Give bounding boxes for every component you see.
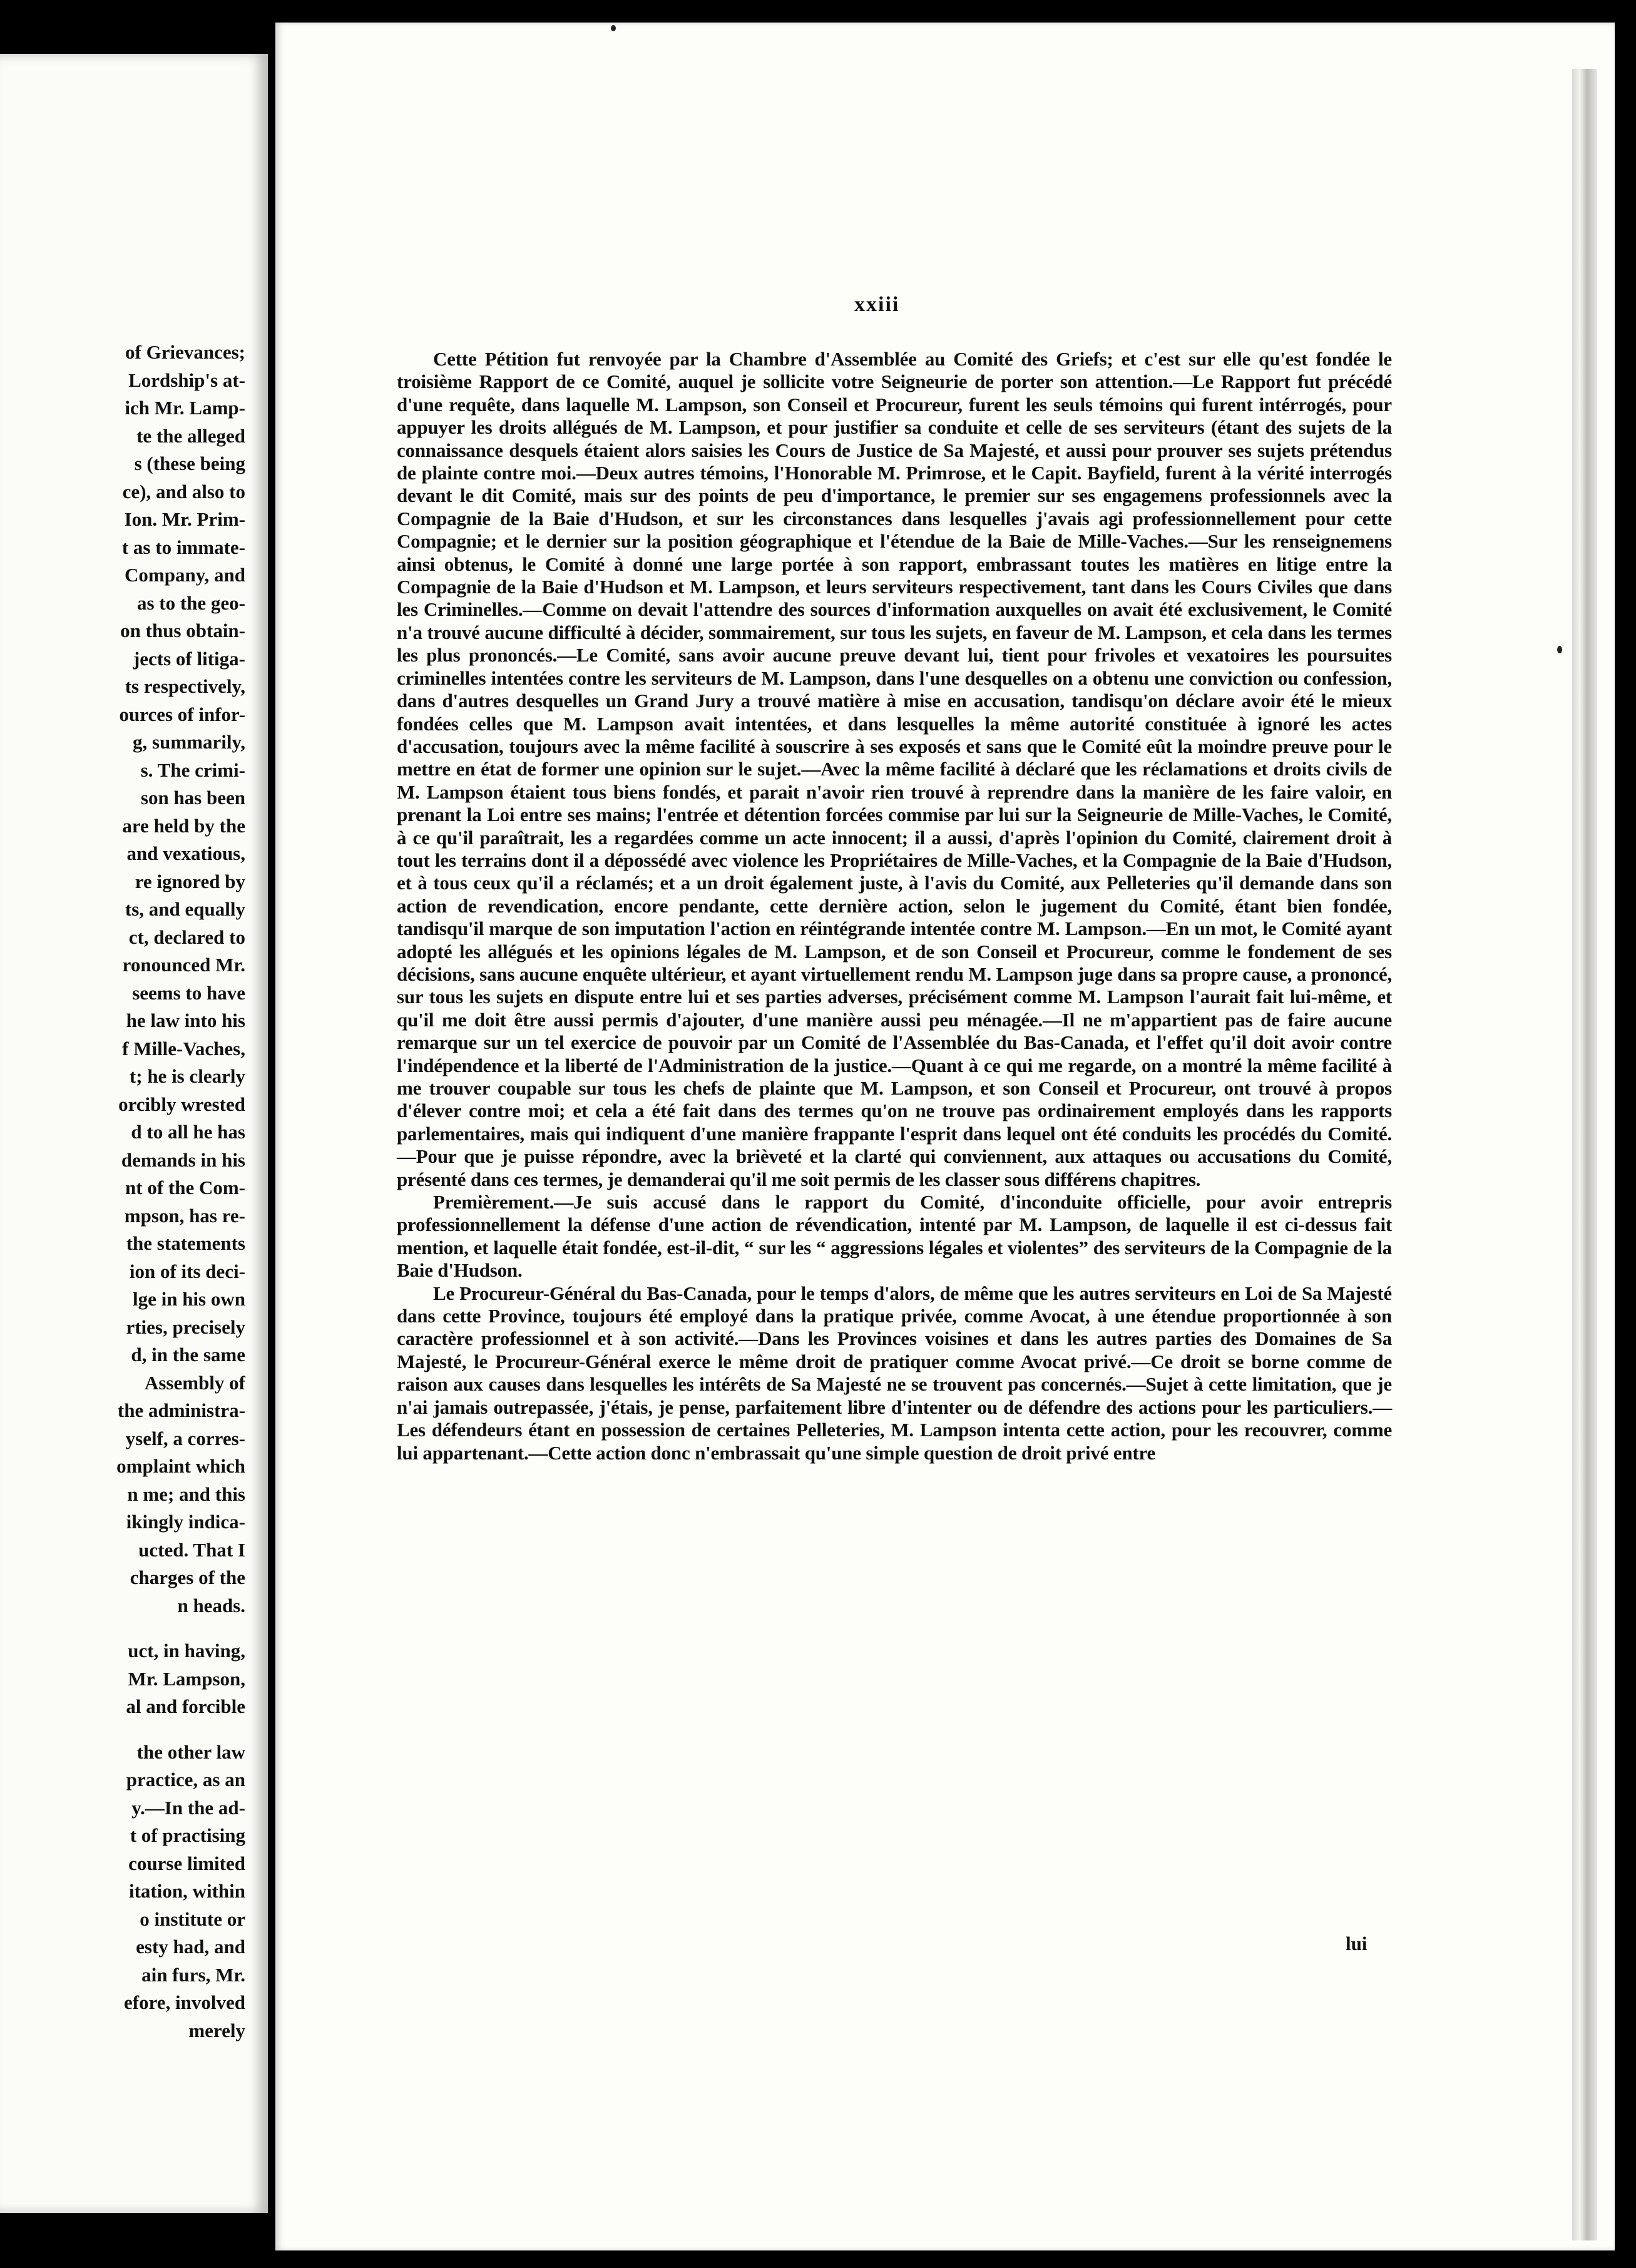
- left-page-line: ain furs, Mr.: [141, 1963, 245, 1986]
- left-page-line: t of practising: [130, 1824, 245, 1846]
- left-page-line: Lordship's at-: [128, 369, 245, 391]
- left-page-line: nt of the Com-: [125, 1177, 245, 1198]
- left-page-line: f Mille-Vaches,: [122, 1037, 245, 1060]
- left-page-line: on thus obtain-: [120, 620, 245, 641]
- left-page-line: ts respectively,: [125, 675, 245, 697]
- left-page-line: and vexatious,: [126, 842, 245, 864]
- left-page-line: g, summarily,: [133, 731, 245, 753]
- left-page-line: itation, within: [128, 1880, 245, 1902]
- left-page-line: merely: [188, 2019, 245, 2041]
- left-page-line: jects of litiga-: [133, 647, 245, 670]
- left-page-line: esty had, and: [136, 1936, 245, 1958]
- left-page-line: [0, 1620, 245, 1637]
- left-page-line: d to all he has: [131, 1121, 245, 1143]
- left-page-line: seems to have: [132, 981, 245, 1004]
- paragraph: Le Procureur-Général du Bas-Canada, pour le temps d'alors, de même que les autres serviteurs en Loi de Sa Majesté dans cette Province, toujours été employé dans la pratique privée, comme Avocat, à une étendue proportionnée à son caractère professionnel et à son activité.—Dans les Provinces voisines et dans les autres parties des Domaines de Sa Majesté, le Procureur-Général exerce le même droit de pratiquer comme Avocat privé.—Ce droit se borne comme de raison aux causes dans lesquelles les intérêts de Sa Majesté ne se trouvent pas concernés.—Sujet à cette limitation, que je n'ai jamais outrepassée, j'étais, je pense, parfaitement libre d'intenter ou de défendre des actions pour les particuliers.—Les défendeurs étant en possession de certaines Pelleteries, M. Lampson intenta cette action, pour les recouvrer, comme lui appartenant.—Cette action donc n'embrassait qu'une simple question de droit privé entre: [397, 1282, 1392, 1464]
- left-page-line: ce), and also to: [122, 480, 245, 503]
- left-page-line: n me; and this: [127, 1483, 245, 1505]
- left-page-line: re ignored by: [135, 870, 245, 892]
- left-page-line: s (these being: [134, 452, 245, 474]
- left-page-line: o institute or: [140, 1908, 245, 1930]
- left-page-line: omplaint which: [116, 1455, 245, 1477]
- left-page-line: [0, 1721, 245, 1739]
- left-page-line: ucted. That I: [138, 1538, 245, 1561]
- left-page-line: orcibly wrested: [118, 1093, 245, 1115]
- ink-spot: [611, 25, 616, 31]
- left-page-line: as to the geo-: [136, 591, 245, 614]
- left-page-line: ronounced Mr.: [122, 954, 245, 976]
- left-page-line: course limited: [128, 1852, 245, 1874]
- page-edge: [1572, 69, 1597, 2240]
- left-page-line: efore, involved: [123, 1991, 245, 2013]
- left-page-line: lge in his own: [132, 1288, 245, 1310]
- left-page: [0, 54, 268, 2213]
- left-page-line: the statements: [126, 1232, 245, 1254]
- left-page-line: Assembly of: [144, 1371, 245, 1394]
- paragraph: Premièrement.—Je suis accusé dans le rapport du Comité, d'inconduite officielle, pour avoir entrepris professionnellement la défense d'une action de révendication, intenté par M. Lampson, de laquelle il est ci-dessus fait mention, et laquelle était fondée, est-il-dit, “ sur les “ aggressions légales et violentes” des serviteurs de la Compagnie de la Baie d'Hudson.: [397, 1191, 1392, 1282]
- left-page-line: t as to immate-: [121, 536, 245, 558]
- left-page-line: al and forcible: [126, 1695, 245, 1717]
- left-page-line: s. The crimi-: [140, 759, 245, 781]
- left-page-line: ikingly indica-: [126, 1511, 245, 1533]
- left-page-line: n heads.: [177, 1594, 245, 1617]
- left-page-line: the administra-: [117, 1399, 245, 1421]
- left-page-line: y.—In the ad-: [131, 1796, 245, 1819]
- left-page-line: he law into his: [126, 1009, 245, 1031]
- left-page-line: charges of the: [130, 1566, 245, 1588]
- left-page-line: demands in his: [121, 1148, 245, 1171]
- paragraph: Cette Pétition fut renvoyée par la Chambre d'Assemblée au Comité des Griefs; et c'est sur elle qu'est fondée le troisième Rapport de ce Comité, auquel je sollicite votre Seigneurie de porter son attention.—Le Rapport fut précédé d'une requête, dans laquelle M. Lampson, son Conseil et Procureur, furent les seuls témoins qui furent intérrogés, pour appuyer les droits allégués de M. Lampson, et pour justifier sa conduite et celle de ses serviteurs (étant des sujets de la connaissance desquels étaient alors saisies les Cours de Justice de Sa Majesté, et aussi pour prouver ses sujets prétendus de plainte contre moi.—Deux autres témoins, l'Honorable M. Primrose, et le Capit. Bayfield, furent à la vérité interrogés devant le dit Comité, mais sur des points de peu d'importance, le premier sur ses engagemens professionnels avec la Compagnie de la Baie d'Hudson, et sur les circonstances dans lesquelles j'avais agi professionnellement pour cette Compagnie; et le dernier sur la position géographique et l'étendue de la Baie de Mille-Vaches.—Sur les renseignemens ainsi obtenus, le Comité à donné une large portée à son rapport, embrassant toutes les matières en litige entre la Compagnie de la Baie d'Hudson et M. Lampson, et leurs serviteurs respectivement, tant dans les Cours Civiles que dans les Criminelles.—Comme on devait l'attendre des sources d'information auxquelles on avait été exclusivement, le Comité n'a trouvé aucune difficulté à décider, sommairement, sur tous les sujets, en faveur de M. Lampson, et cela dans les termes les plus prononcés.—Le Comité, sans avoir aucune preuve devant lui, tient pour frivoles et vexatoires les poursuites criminelles intentées contre les serviteurs de M. Lampson, dans l'une desquelles on a obtenu une conviction ou confession, dans d'autres desquelles un Grand Jury a trouvé matière à mise en accusation, tandisqu'on déclare avoir été le mieux fondées celles que M. Lampson avait intentées, et dans lesquelles la même autorité constituée à ignoré les actes d'accusation, toujours avec la même facilité à souscrire à ses exposés et sans que le Comité eût la moindre preuve pour le mettre en état de former une opinion sur le sujet.—Avec la même facilité à déclaré que les réclamations et droits civils de M. Lampson étaient tous biens fondés, et parait n'avoir rien trouvé à reprendre dans la manière de les faire valoir, en prenant la Loi entre ses mains; l'entrée et détention forcées commise par lui sur la Seigneurie de Mille-Vaches, le Comité, à ce qu'il paraîtrait, les a regardées comme un acte innocent; il a aussi, d'après l'opinion du Comité, clairement droit à tout les terrains dont il a dépossédé avec violence les Propriétaires de Mille-Vaches, et la Compagnie de la Baie d'Hudson, et à tous ceux qu'il a réclamés; et a un droit également juste, à l'avis du Comité, aux Pelleteries qu'il demande dans son action de revendication, encore pendante, cette dernière action, selon le jugement du Comité, étant bien fondée, tandisqu'il marque de son imputation l'action en réintégrande intentée contre M. Lampson.—En un mot, le Comité ayant adopté les allégués et les opinions légales de M. Lampson, et de son Conseil et Procureur, comme le fondement de ses décisions, sans aucune enquête ultérieur, et ayant virtuellement rendu M. Lampson juge dans sa propre cause, a prononcé, sur tous les sujets en dispute entre lui et ses parties adverses, précisément comme M. Lampson l'aurait fait lui-même, et qu'il me doit être aussi permis d'ajouter, d'une manière aussi peu ménagée.—Il ne m'appartient pas de faire aucune remarque sur un tel exercice de pouvoir par un Comité de l'Assemblée du Bas-Canada, et l'effet qu'il doit avoir contre l'indépendence et la liberté de l'Administration de la justice.—Quant à ce qui me regarde, on a montré la même facilité à me trouver coupable sur tous les chefs de plainte que M. Lampson, et son Conseil et Procureur, ont trouvé à propos d'élever contre moi; et cela a été fait dans des termes qu'on ne trouve pas ordinairement employés dans les rapports parlementaires, mais qui indiquent d'une manière frappante l'esprit dans lequel ont été conduits les procédés du Comité.—Pour que je puisse répondre, avec la brièveté et la clarté qui conviennent, aux attaques ou accusations du Comité, présenté dans ces termes, je demanderai qu'il me soit permis de les classer sous différens chapitres.: [397, 348, 1392, 1190]
- left-page-line: ich Mr. Lamp-: [125, 397, 245, 419]
- catchword: lui: [1346, 1933, 1368, 1954]
- left-page-line: Mr. Lampson,: [128, 1667, 245, 1690]
- left-page-line: are held by the: [122, 814, 245, 837]
- left-page-line: of Grievances;: [125, 341, 245, 363]
- left-page-line: te the alleged: [136, 424, 245, 447]
- main-text: [397, 348, 1392, 1464]
- left-page-line: d, in the same: [131, 1344, 245, 1366]
- left-page-line: practice, as an: [126, 1769, 245, 1790]
- left-page-text: [0, 339, 245, 2045]
- left-page-line: rties, precisely: [126, 1315, 245, 1338]
- left-page-line: ion of its deci-: [129, 1260, 245, 1282]
- left-page-line: the other law: [136, 1740, 245, 1763]
- left-page-line: ts, and equally: [125, 898, 245, 920]
- left-page-line: ources of infor-: [119, 703, 245, 725]
- left-page-line: t; he is clearly: [129, 1065, 245, 1087]
- left-page-line: Company, and: [125, 564, 245, 586]
- left-page-line: son has been: [140, 787, 245, 809]
- left-page-line: ct, declared to: [128, 926, 245, 948]
- page-number: xxiii: [854, 293, 900, 316]
- left-page-line: Ion. Mr. Prim-: [124, 508, 245, 530]
- ink-spot: [1557, 646, 1562, 653]
- left-page-line: yself, a corres-: [125, 1427, 245, 1449]
- left-page-line: uct, in having,: [128, 1640, 245, 1662]
- left-page-line: mpson, has re-: [124, 1204, 245, 1227]
